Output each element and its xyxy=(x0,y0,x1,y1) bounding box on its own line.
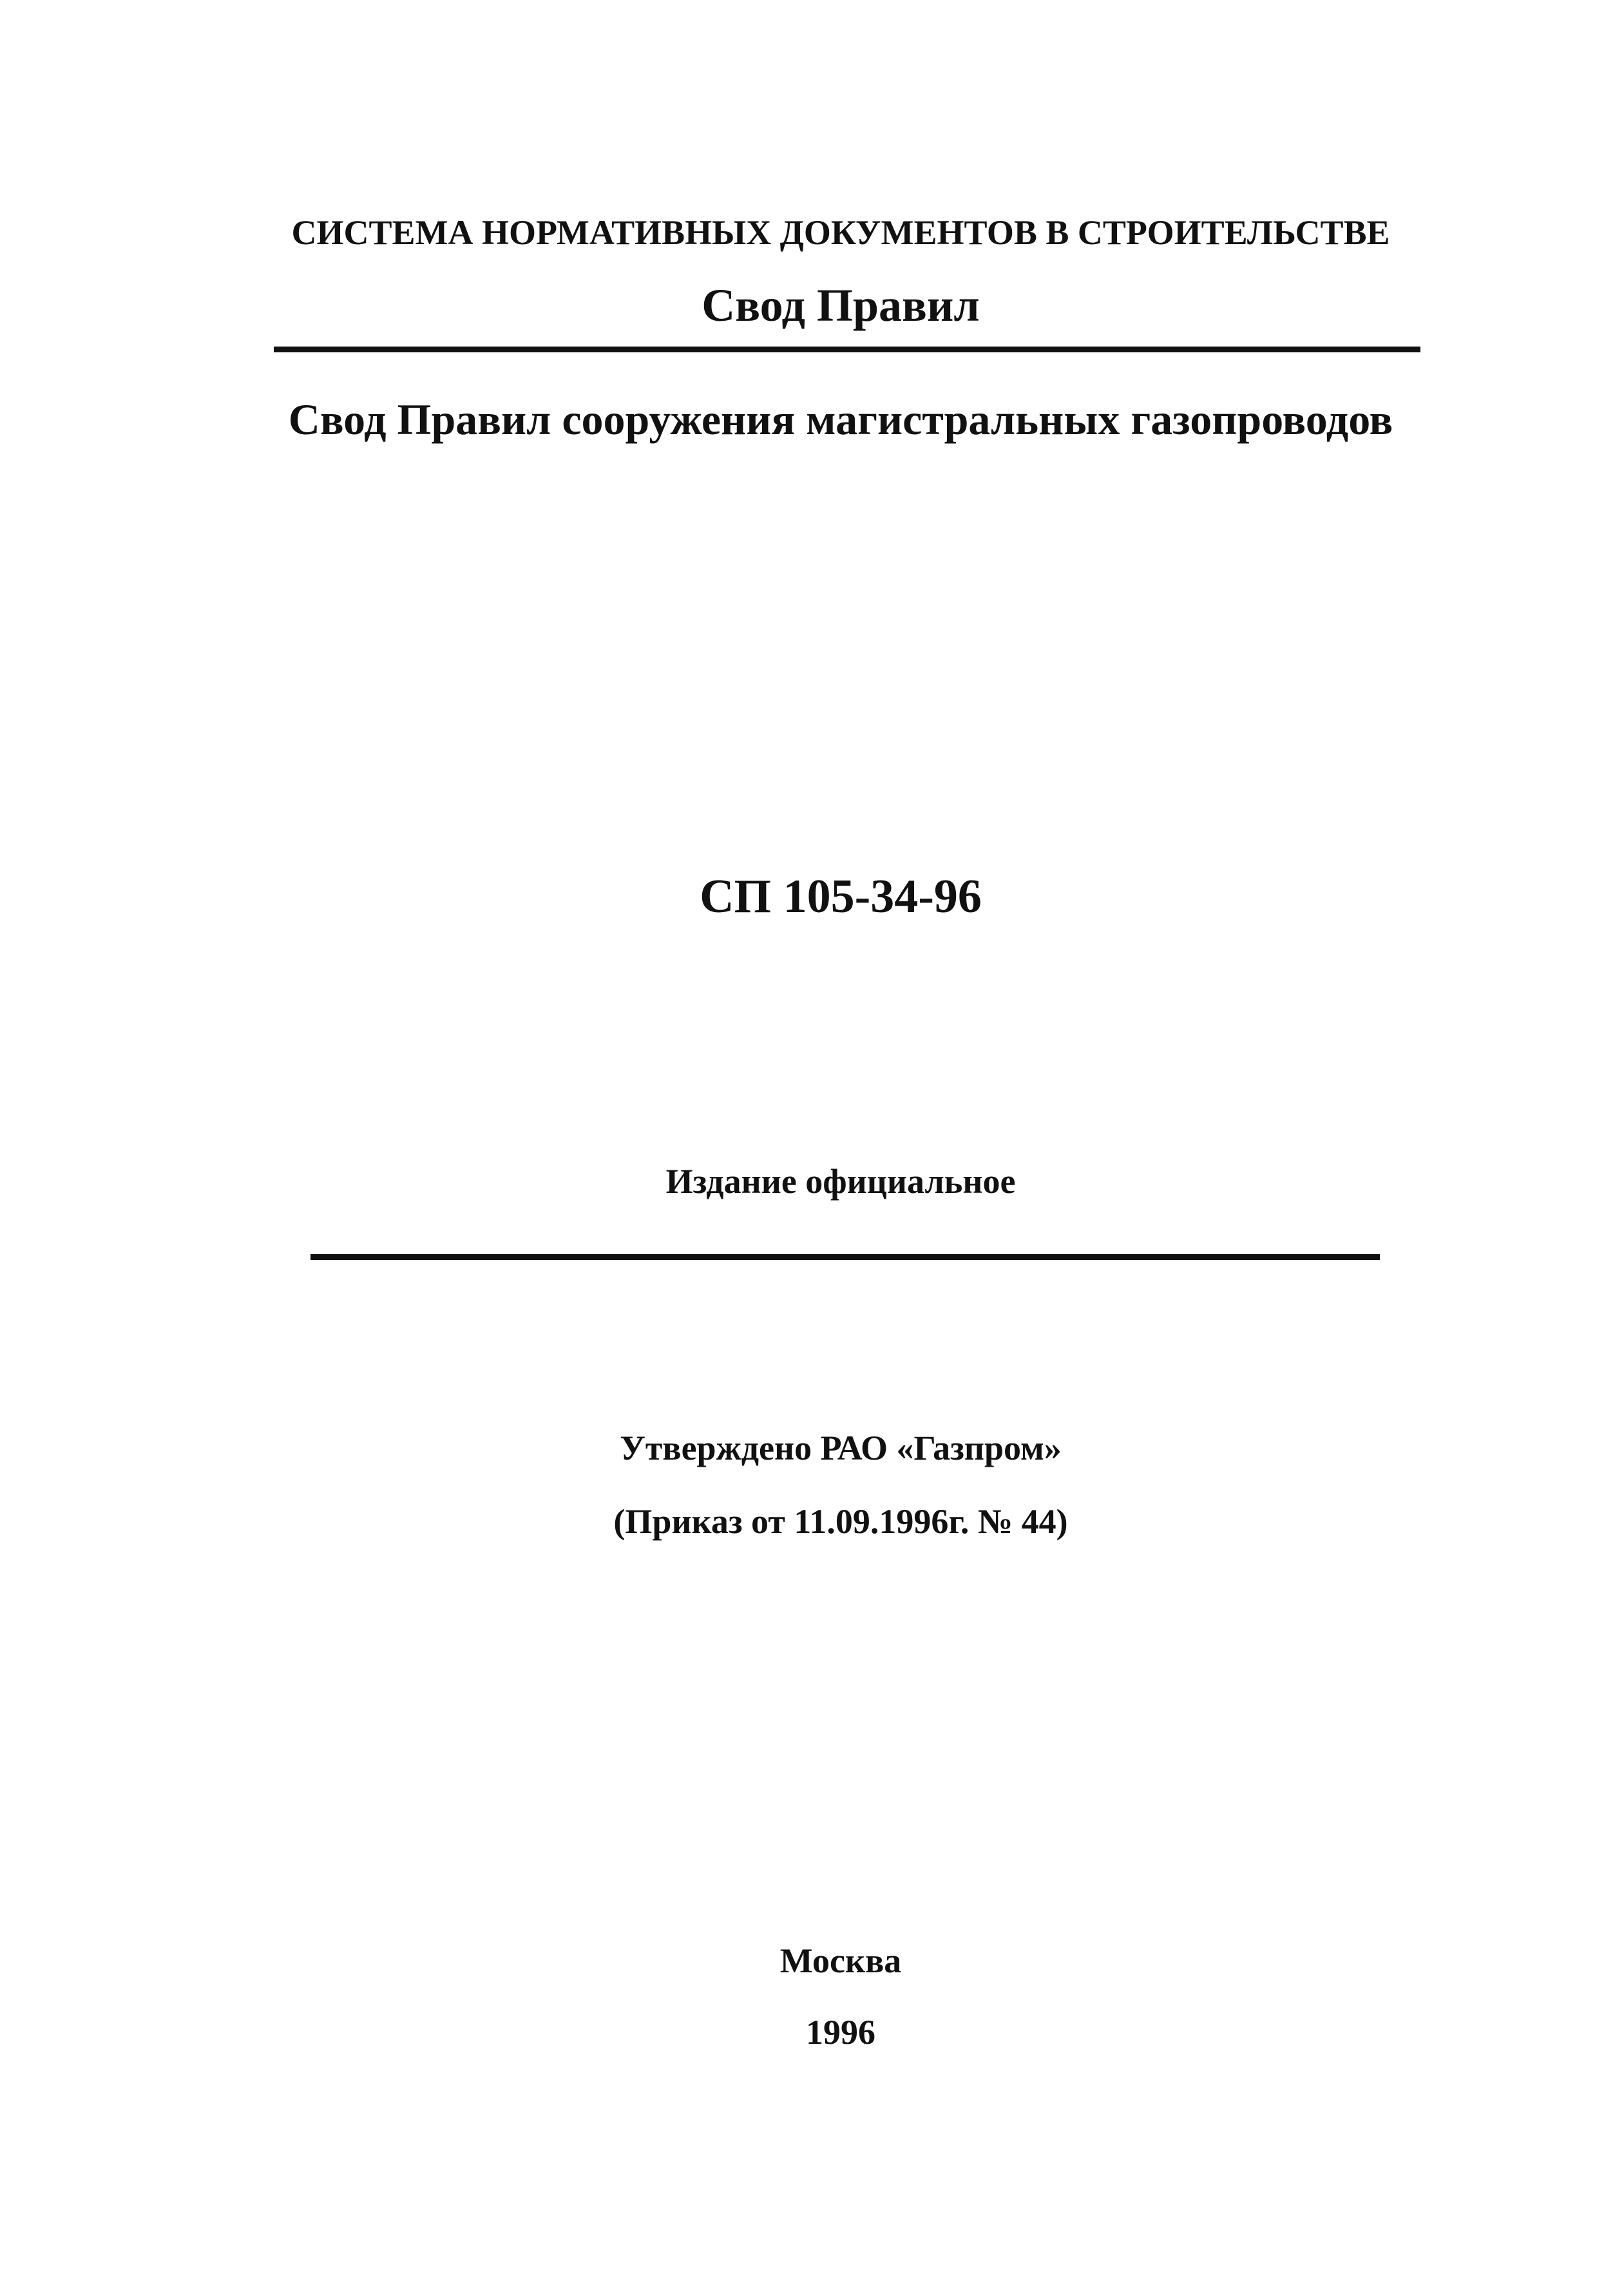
system-title: СИСТЕМА НОРМАТИВНЫХ ДОКУМЕНТОВ В СТРОИТЕЛЬСТВЕ xyxy=(291,213,1390,252)
document-type: Свод Правил xyxy=(702,280,980,331)
order-reference: (Приказ от 11.09.1996г. № 44) xyxy=(613,1502,1068,1541)
middle-divider xyxy=(310,1254,1380,1260)
imprint-city: Москва xyxy=(779,1941,902,1980)
edition-label: Издание официальное xyxy=(665,1162,1016,1201)
approved-by: Утверждено РАО «Газпром» xyxy=(620,1429,1062,1467)
main-title: Свод Правил сооружения магистральных газопроводов xyxy=(288,395,1393,444)
top-divider xyxy=(274,347,1420,352)
imprint-year: 1996 xyxy=(806,2013,875,2052)
document-code: СП 105-34-96 xyxy=(700,870,982,923)
